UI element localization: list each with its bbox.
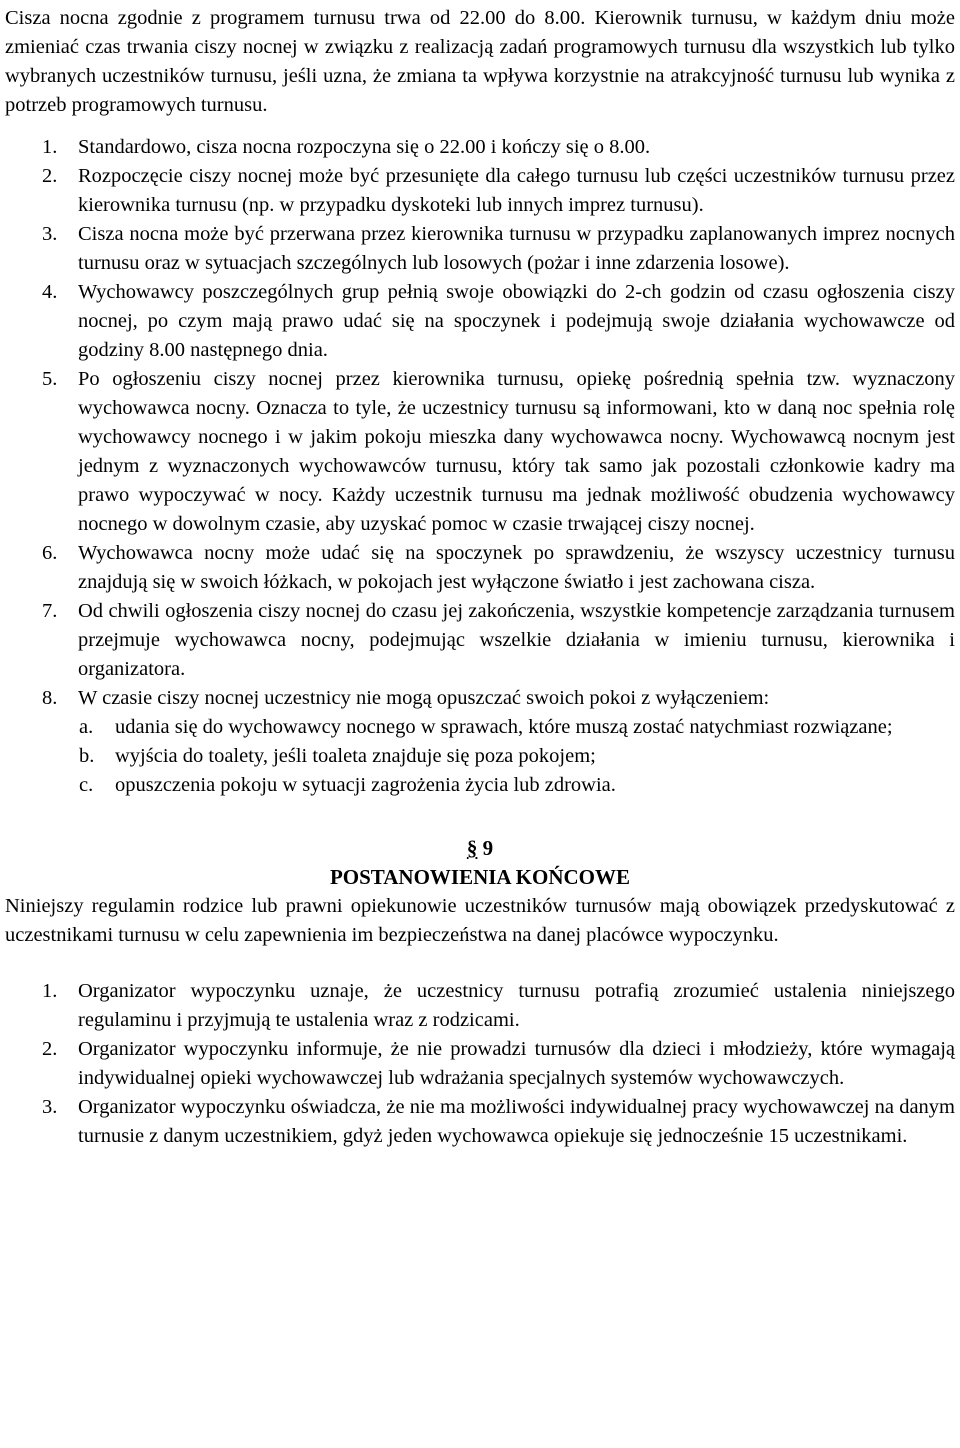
sublist-item — [5, 742, 955, 771]
list-item-number: 2. — [42, 1038, 58, 1060]
list-item-text: Od chwili ogłoszenia ciszy nocnej do czasu jej zakończenia, wszystkie kompetencje zarządzania turnusem przejmuje wychowawca nocny, podejmując wszelkie działania w imieniu turnusu, kierownika i organizatora. — [78, 600, 955, 680]
list-item-number: 1. — [42, 980, 58, 1002]
sublist-item-letter: a. — [79, 716, 94, 738]
sublist-item-text: wyjścia do toalety, jeśli toaleta znajduje się poza pokojem; — [115, 745, 596, 767]
list-item-text: Organizator wypoczynku oświadcza, że nie ma możliwości indywidualnej pracy wychowawczej na danym turnusie z danym uczestnikiem, gdyż jeden wychowawca opiekuje się jednocześnie 15 uczestnikami. — [78, 1096, 955, 1147]
list-item-text: Wychowawca nocny może udać się na spoczynek po sprawdzeniu, że wszyscy uczestnicy turnusu znajdują się w swoich łóżkach, w pokojach jest wyłączone światło i jest zachowana cisza. — [78, 542, 955, 593]
sublist-item — [5, 713, 955, 742]
final-provisions-list — [5, 977, 955, 1151]
section-title: POSTANOWIENIA KOŃCOWE — [329, 865, 631, 889]
section-sign: § — [466, 836, 478, 860]
list-item — [5, 597, 955, 684]
list-item-text: Po ogłoszeniu ciszy nocnej przez kierownika turnusu, opiekę pośrednią spełnia tzw. wyznaczony wychowawca nocny. Oznacza to tyle, że uczestnicy turnusu są informowani, kto w daną noc spełnia rolę wychowawcy nocnego i w jakim pokoju mieszka dany wychowawca nocny. Wychowawcą nocnym jest jednym z wyznaczonych wychowawców turnusu, który tak samo jak pozostali członkowie kadry ma prawo wypoczywać w nocy. Każdy uczestnik turnusu ma jednak możliwość obudzenia wychowawcy nocnego w dowolnym czasie, aby uzyskać pomoc w czasie trwającej ciszy nocnej. — [78, 368, 955, 535]
list-item — [5, 1035, 955, 1093]
list-item — [5, 162, 955, 220]
quiet-hours-list — [5, 133, 955, 713]
list-item-number: 2. — [42, 165, 58, 187]
list-item — [5, 684, 955, 713]
list-item — [5, 133, 955, 162]
section-number — [5, 834, 955, 863]
sublist-item-text: udania się do wychowawcy nocnego w sprawach, które muszą zostać natychmiast rozwiązane; — [115, 716, 893, 738]
list-item-text: Standardowo, cisza nocna rozpoczyna się o 22.00 i kończy się o 8.00. — [78, 136, 651, 158]
list-item-text: W czasie ciszy nocnej uczestnicy nie mogą opuszczać swoich pokoi z wyłączeniem: — [78, 687, 770, 709]
list-item-text: Organizator wypoczynku informuje, że nie prowadzi turnusów dla dzieci i młodzieży, które wymagają indywidualnej opieki wychowawczej lub wdrażania specjalnych systemów wychowawczych. — [78, 1038, 955, 1089]
list-item — [5, 278, 955, 365]
sublist-item — [5, 771, 955, 800]
sublist-item-letter: b. — [79, 745, 95, 767]
sublist-item-letter: c. — [79, 774, 94, 796]
list-item-number: 5. — [42, 368, 58, 390]
list-item-text: Rozpoczęcie ciszy nocnej może być przesunięte dla całego turnusu lub części uczestników turnusu przez kierownika turnusu (np. w przypadku dyskoteki lub innych imprez turnusu). — [78, 165, 955, 216]
list-item — [5, 1093, 955, 1151]
list-item-number: 8. — [42, 687, 58, 709]
list-item-number: 4. — [42, 281, 58, 303]
list-item-text: Organizator wypoczynku uznaje, że uczestnicy turnusu potrafią zrozumieć ustalenia niniejszego regulaminu i przyjmują te ustalenia wraz z rodzicami. — [78, 980, 955, 1031]
list-item-number: 6. — [42, 542, 58, 564]
list-item-text: Cisza nocna może być przerwana przez kierownika turnusu w przypadku zaplanowanych imprez nocnych turnusu oraz w sytuacjach szczególnych lub losowych (pożar i inne zdarzenia losowe). — [78, 223, 955, 274]
list-item-text: Wychowawcy poszczególnych grup pełnią swoje obowiązki do 2-ch godzin od czasu ogłoszenia ciszy nocnej, po czym mają prawo udać się na spoczynek i podejmują swoje działania wychowawcze od godziny 8.00 następnego dnia. — [78, 281, 955, 361]
sublist-item-text: opuszczenia pokoju w sytuacji zagrożenia życia lub zdrowia. — [115, 774, 616, 796]
list-item-number: 3. — [42, 1096, 58, 1118]
list-item-number: 7. — [42, 600, 58, 622]
intro-paragraph: Cisza nocna zgodnie z programem turnusu trwa od 22.00 do 8.00. Kierownik turnusu, w każdym dniu może zmieniać czas trwania ciszy nocnej w związku z realizacją zadań programowych turnusu dla wszystkich lub tylko wybranych uczestników turnusu, jeśli uzna, że zmiana ta wpływa korzystnie na atrakcyjność turnusu lub wynika z potrzeb programowych turnusu. — [5, 7, 955, 116]
list-item — [5, 539, 955, 597]
list-item — [5, 365, 955, 539]
section-number-value: 9 — [477, 836, 494, 860]
document-page — [5, 0, 955, 1151]
closing-paragraph: Niniejszy regulamin rodzice lub prawni opiekunowie uczestników turnusów mają obowiązek przedyskutować z uczestnikami turnusu w celu zapewnienia im bezpieczeństwa na danej placówce wypoczynku. — [5, 895, 955, 946]
list-item — [5, 220, 955, 278]
exceptions-sublist — [5, 713, 955, 800]
list-item-number: 1. — [42, 136, 58, 158]
list-item-number: 3. — [42, 223, 58, 245]
list-item — [5, 977, 955, 1035]
